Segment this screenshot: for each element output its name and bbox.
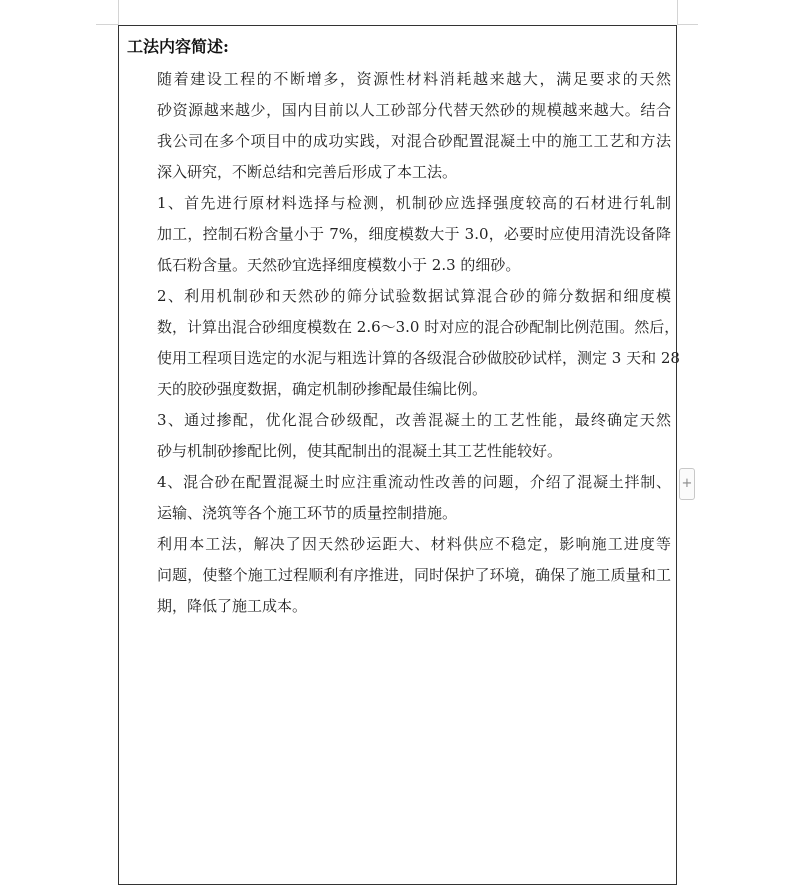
text-line: 天的胶砂强度数据，确定机制砂掺配最佳编比例。 xyxy=(157,380,488,398)
paragraph-step-3 xyxy=(127,405,671,467)
paragraph-step-4 xyxy=(127,467,671,529)
margin-corner-mark-right-vertical xyxy=(677,0,678,25)
paragraph-intro xyxy=(127,64,671,188)
text-line: 4、混合砂在配置混凝土时应注重流动性改善的问题，介绍了混凝土拌制、 xyxy=(157,473,671,491)
plus-icon: + xyxy=(681,476,693,491)
margin-corner-mark-left-horizontal xyxy=(96,24,118,25)
section-heading: 工法内容简述: xyxy=(127,37,229,56)
text-line: 随着建设工程的不断增多，资源性材料消耗越来越大，满足要求的天然 xyxy=(157,70,671,88)
text-line: 利用本工法，解决了因天然砂运距大、材料供应不稳定，影响施工进度等 xyxy=(157,535,671,553)
text-line: 1、首先进行原材料选择与检测，机制砂应选择强度较高的石材进行轧制 xyxy=(157,194,671,212)
text-line: 期，降低了施工成本。 xyxy=(157,597,308,615)
text-line: 运输、浇筑等各个施工环节的质量控制措施。 xyxy=(157,504,458,522)
text-line: 数，计算出混合砂细度模数在 2.6～3.0 时对应的混合砂配制比例范围。然后， xyxy=(157,318,680,336)
text-line: 问题，使整个施工过程顺利有序推进，同时保护了环境，确保了施工质量和工 xyxy=(157,566,671,584)
text-line: 砂资源越来越少，国内目前以人工砂部分代替天然砂的规模越来越大。结合 xyxy=(157,101,671,119)
text-line: 深入研究，不断总结和完善后形成了本工法。 xyxy=(157,163,458,181)
paragraph-step-2 xyxy=(127,281,680,405)
cell-content xyxy=(127,34,680,622)
text-line: 砂与机制砂掺配比例，使其配制出的混凝土其工艺性能较好。 xyxy=(157,442,563,460)
paragraph-step-1 xyxy=(127,188,671,281)
text-line: 我公司在多个项目中的成功实践，对混合砂配置混凝土中的施工工艺和方法 xyxy=(157,132,671,150)
add-row-button[interactable] xyxy=(679,468,695,500)
document-table-cell[interactable] xyxy=(118,25,680,885)
paragraph-conclusion xyxy=(127,529,671,622)
text-line: 低石粉含量。天然砂宜选择细度模数小于 2.3 的细砂。 xyxy=(157,256,521,274)
text-line: 使用工程项目选定的水泥与粗选计算的各级混合砂做胶砂试样，测定 3 天和 28 xyxy=(157,349,680,367)
text-line: 2、利用机制砂和天然砂的筛分试验数据试算混合砂的筛分数据和细度模 xyxy=(157,287,671,305)
margin-corner-mark-right-horizontal xyxy=(678,24,698,25)
margin-corner-mark-left-vertical xyxy=(118,0,119,25)
text-line: 3、通过掺配，优化混合砂级配，改善混凝土的工艺性能，最终确定天然 xyxy=(157,411,671,429)
text-line: 加工，控制石粉含量小于 7%，细度模数大于 3.0，必要时应使用清洗设备降 xyxy=(157,225,671,243)
